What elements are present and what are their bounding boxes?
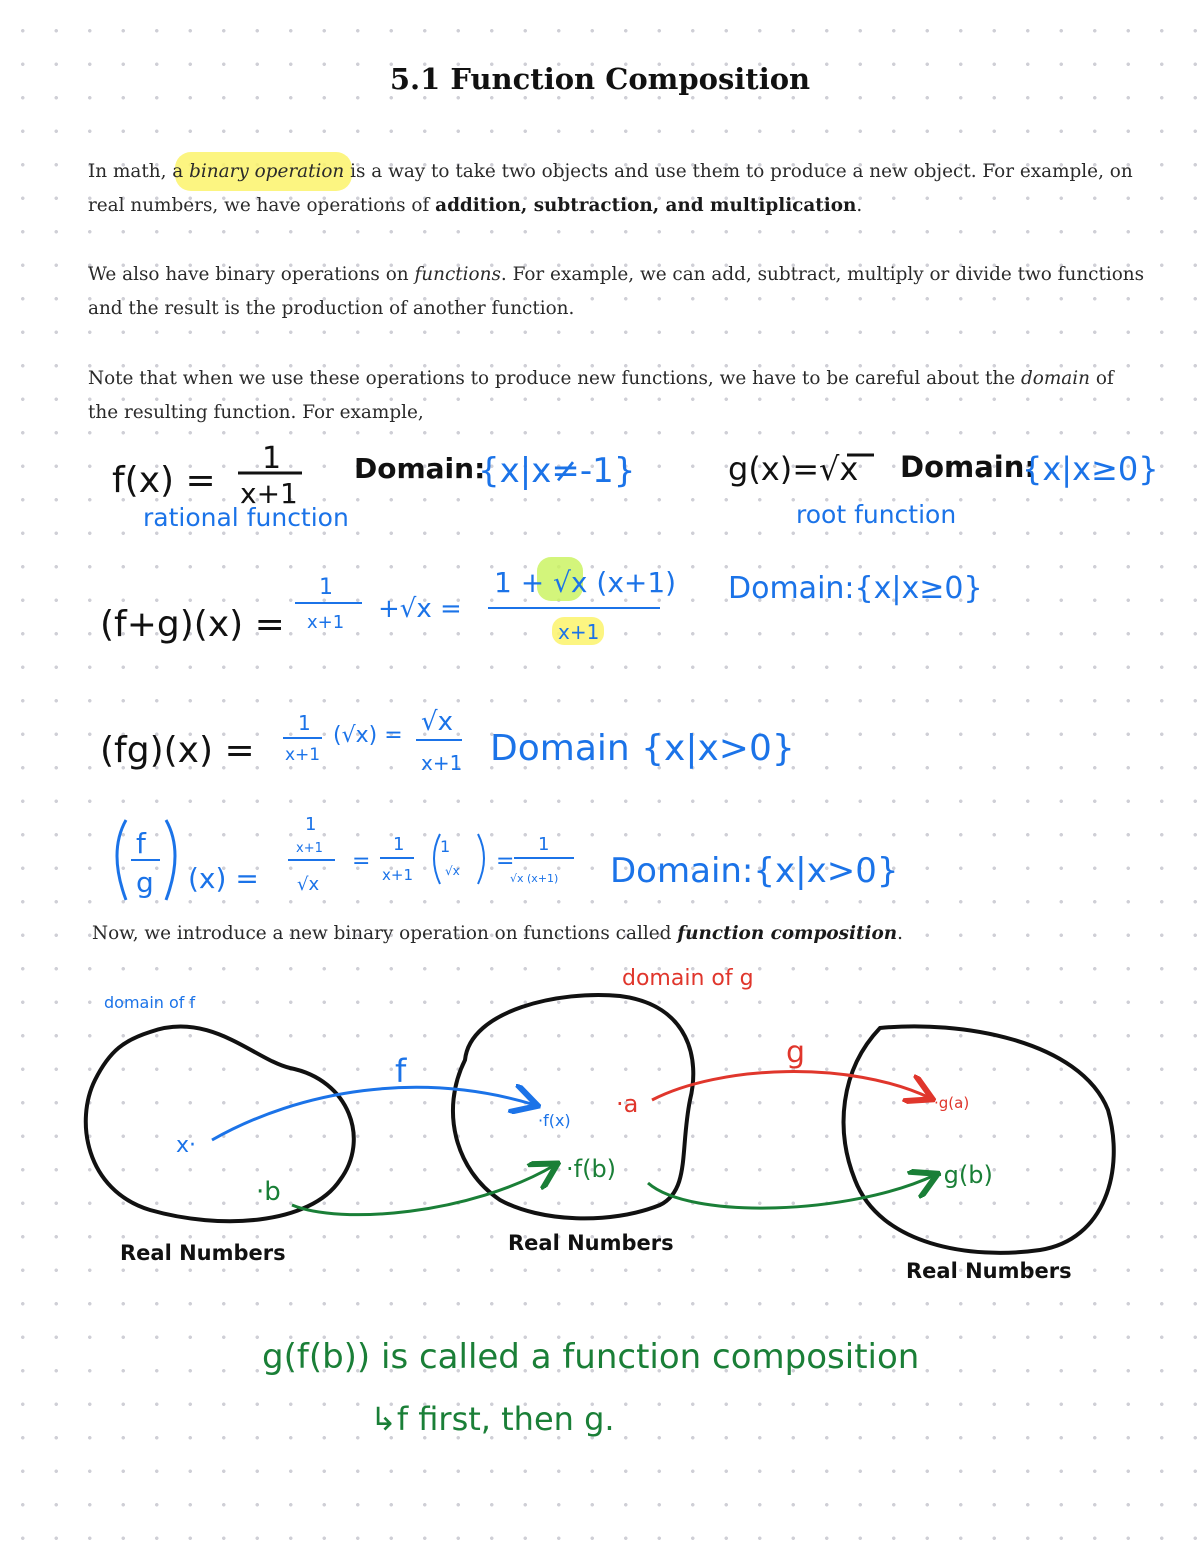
quotient-b-denominator: √x (445, 864, 460, 878)
para4-text-1: Now, we introduce a new binary operation on functions called (92, 923, 678, 944)
blob-codomain (844, 1026, 1114, 1252)
blob-domain-g (453, 995, 693, 1218)
para1-bold: addition, subtraction, and multiplication (435, 195, 857, 216)
para1-text-3: . (856, 195, 863, 216)
composition-line-1: g(f(b)) is called a function composition (262, 1337, 920, 1377)
g-function-type: root function (796, 500, 957, 529)
para4-text-2: . (897, 923, 903, 944)
label-real-numbers-3: Real Numbers (906, 1259, 1072, 1283)
g-definition: g(x)=√x (728, 450, 859, 488)
f-denominator: x+1 (240, 477, 298, 510)
blob-domain-f (86, 1026, 354, 1221)
quotient-a-denominator: x+1 (382, 866, 413, 884)
sum-lhs: (f+g)(x) = (100, 604, 285, 645)
para2-text-2: . For example, we can add, subtract, multiply or divide two functions and the result is the production of another function. (88, 264, 1145, 319)
product-term1-numerator: 1 (298, 711, 311, 735)
arrow-fb-to-gb (648, 1175, 935, 1208)
quotient-a-numerator: 1 (393, 834, 405, 855)
arrow-f (212, 1087, 535, 1140)
sum-numerator: 1 + √x (x+1) (494, 566, 677, 599)
f-function-type: rational function (143, 503, 349, 532)
point-fx: ·f(x) (538, 1111, 571, 1130)
para2-text-1: We also have binary operations on (88, 264, 415, 285)
para1-text-1: In math, a (88, 161, 190, 182)
product-term1-denominator: x+1 (285, 745, 321, 765)
product-lhs: (fg)(x) = (100, 730, 255, 771)
sum-term1-denominator: x+1 (307, 612, 345, 633)
g-domain-set: {x|x≥0} (1022, 450, 1159, 488)
point-b: ·b (256, 1177, 281, 1207)
label-domain-of-f: domain of f (104, 993, 196, 1012)
sum-term1-numerator: 1 (319, 575, 333, 600)
product-denominator: x+1 (421, 751, 463, 775)
quotient-inner-numerator: 1 (305, 814, 317, 835)
f-domain-set: {x|x≠-1} (478, 451, 636, 491)
quotient-left-paren (117, 820, 126, 900)
point-fb: ·f(b) (566, 1155, 617, 1183)
label-real-numbers-2: Real Numbers (508, 1231, 674, 1255)
label-arrow-f: f (395, 1052, 407, 1090)
quotient-b-numerator: 1 (440, 837, 451, 856)
quotient-equals-2: = (496, 849, 515, 874)
label-arrow-g: g (786, 1035, 806, 1070)
para2-italic: functions (414, 264, 501, 285)
f-numerator: 1 (262, 441, 282, 476)
quotient-right-paren (166, 820, 175, 900)
point-gb: ·g(b) (936, 1161, 993, 1189)
sum-denominator: x+1 (558, 620, 600, 644)
quotient-g: g (136, 866, 154, 899)
para4-bold-italic: function composition (677, 923, 898, 944)
g-domain-label: Domain: (900, 450, 1036, 484)
point-x: x· (176, 1133, 197, 1158)
f-definition: f(x) = (112, 460, 216, 501)
composition-line-2: ↳f first, then g. (370, 1400, 615, 1438)
point-a: ·a (616, 1090, 639, 1118)
quotient-inner-denominator: x+1 (296, 841, 323, 856)
product-numerator: √x (421, 707, 453, 737)
label-real-numbers-1: Real Numbers (120, 1241, 286, 1265)
quotient-c-denominator: √x (x+1) (510, 872, 559, 885)
quotient-denominator: √x (297, 874, 320, 895)
para3-text-2: of the resulting function. For example, (88, 368, 1114, 423)
product-term2: (√x) = (333, 723, 403, 748)
para1-text-2: is a way to take two objects and use them to produce a new object. For example, on real numbers, we have operations of (88, 161, 1133, 216)
para3-text-1: Note that when we use these operations to produce new functions, we have to be careful about the (88, 368, 1022, 389)
f-domain-label: Domain: (354, 452, 486, 485)
sum-domain: Domain:{x|x≥0} (728, 571, 983, 606)
quotient-equals-1: = (352, 849, 371, 874)
sum-plus-root: +√x = (378, 594, 462, 624)
point-ga: ·g(a) (934, 1094, 970, 1112)
page-title: 5.1 Function Composition (389, 62, 811, 96)
label-domain-of-g: domain of g (622, 966, 754, 991)
para1-italic: binary operation (189, 161, 345, 182)
para3-italic: domain (1021, 368, 1090, 389)
quotient-domain: Domain:{x|x>0} (610, 851, 899, 891)
quotient-c-numerator: 1 (538, 834, 550, 855)
quotient-lhs-x: (x) = (188, 862, 259, 895)
product-domain: Domain {x|x>0} (490, 728, 795, 769)
quotient-f: f (136, 827, 146, 860)
